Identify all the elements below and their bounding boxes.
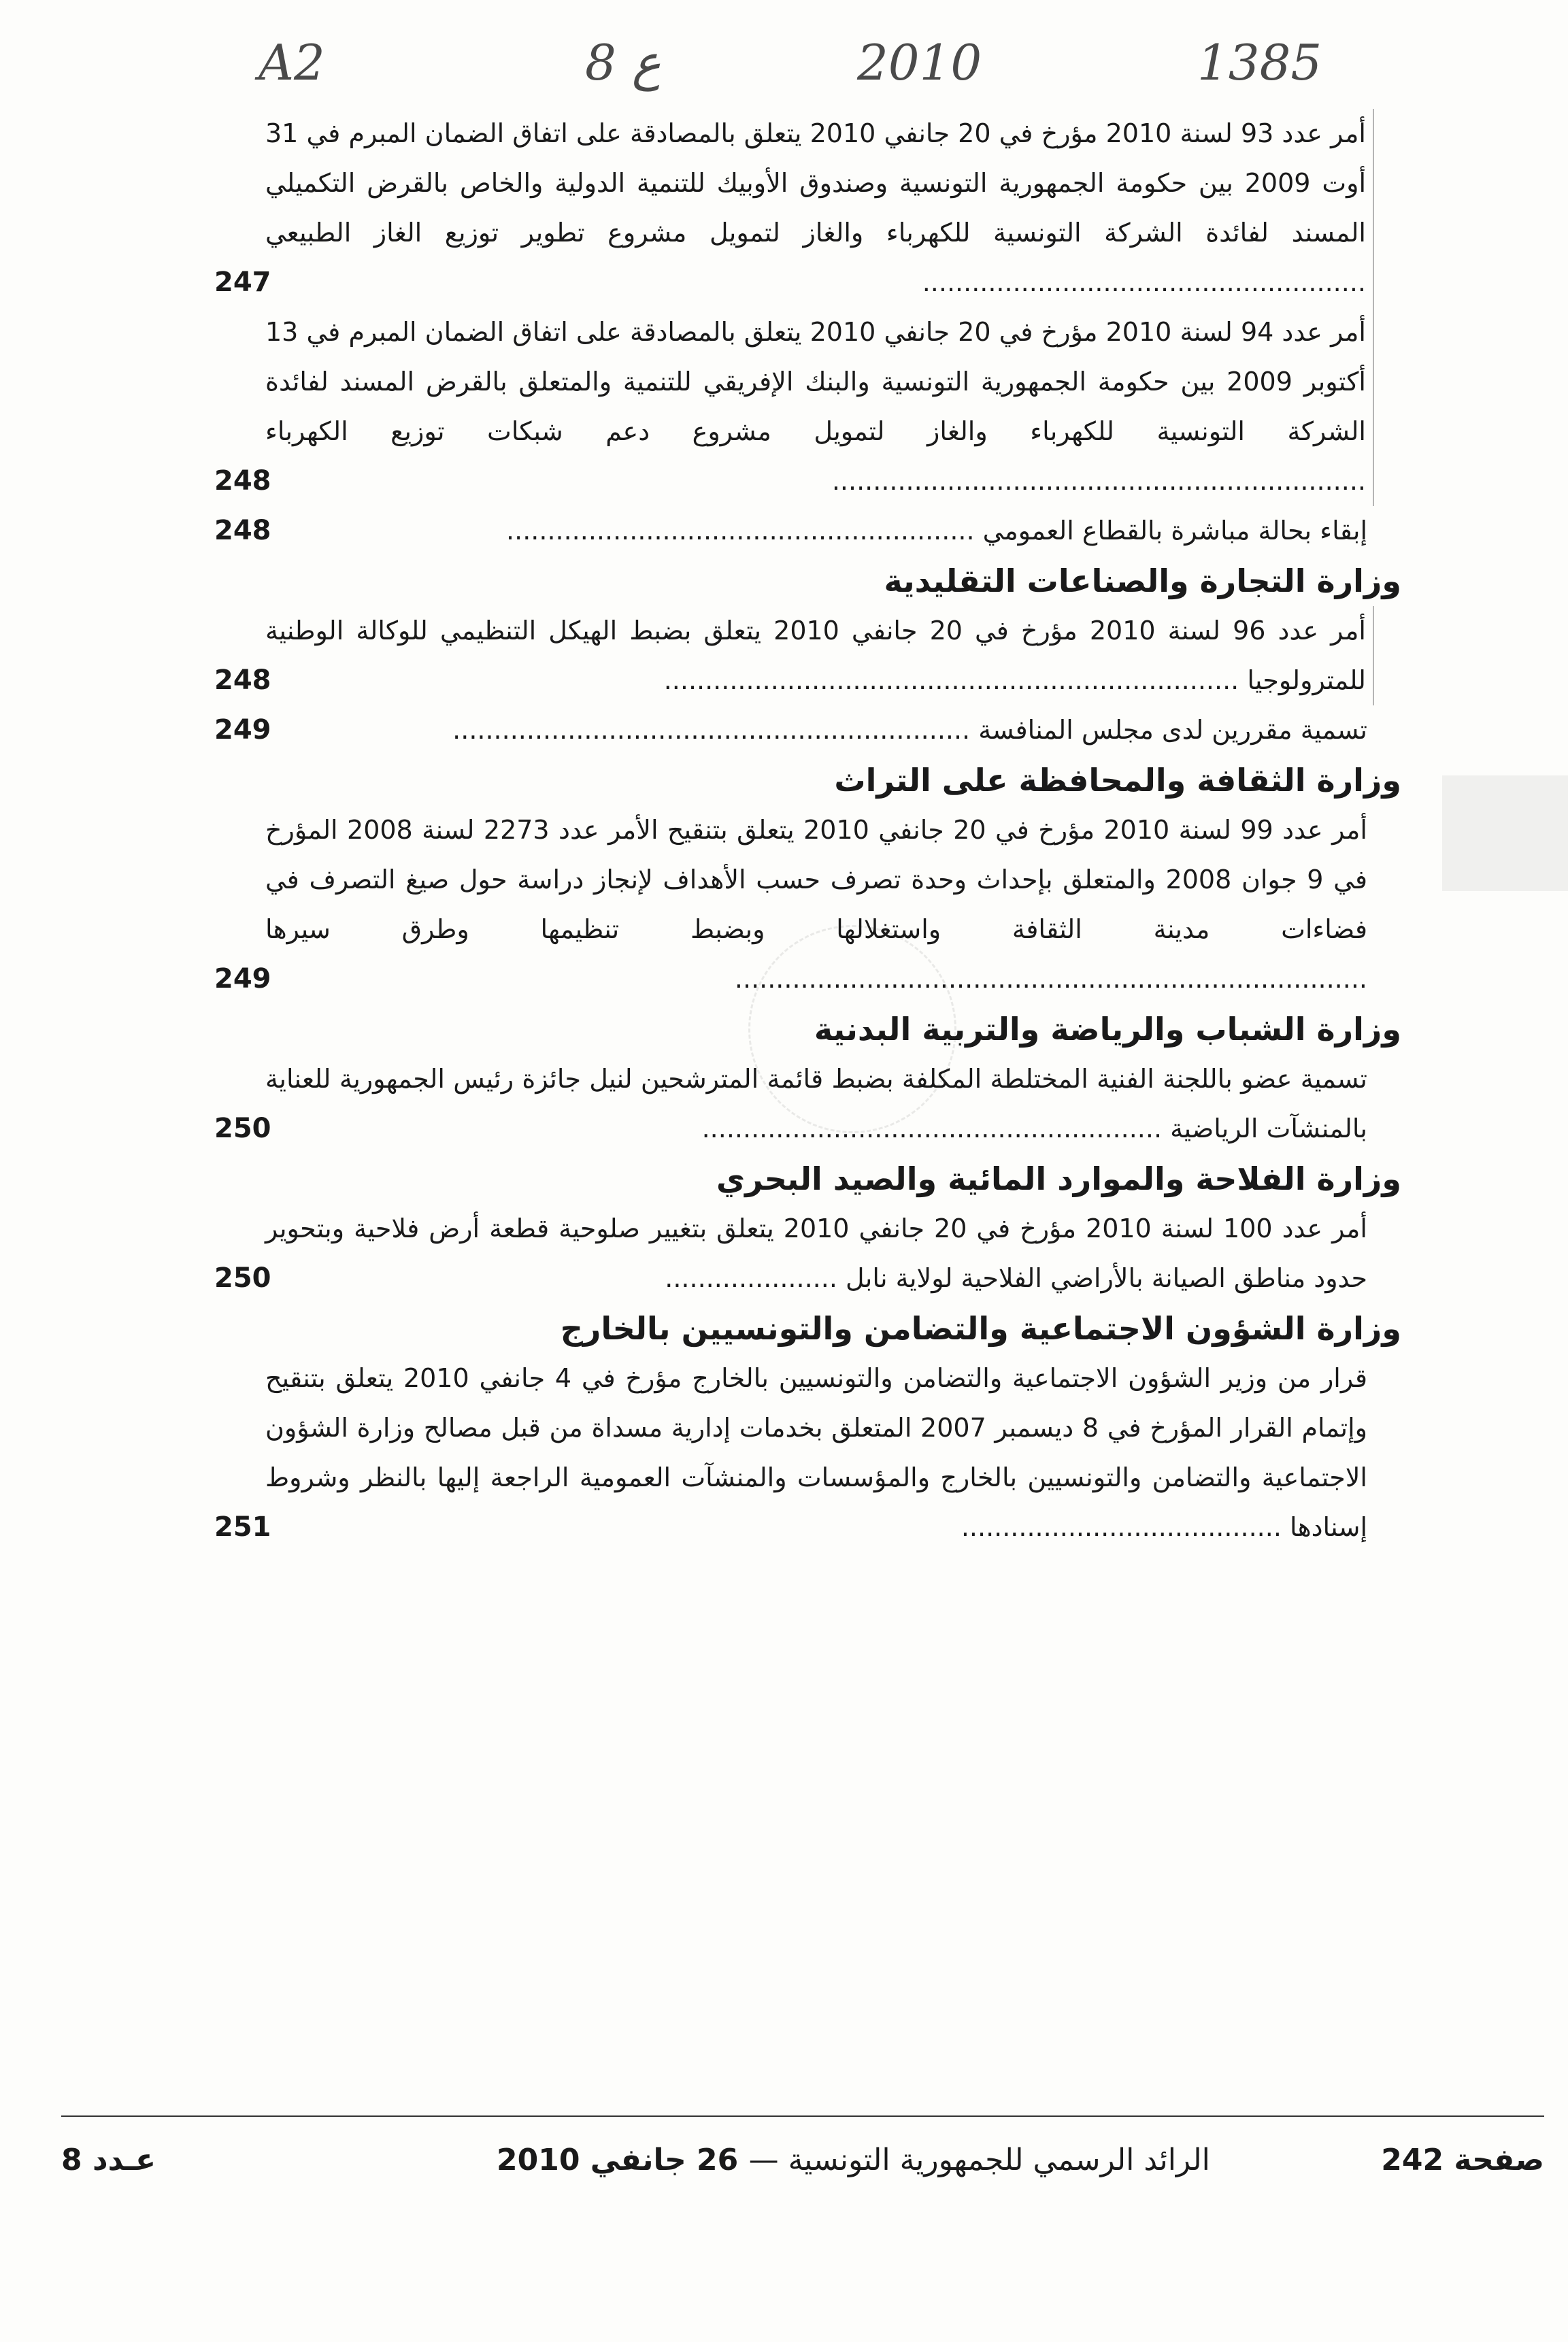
entry-page-number: 248 bbox=[214, 665, 271, 696]
entry-text: أمر عدد 93 لسنة 2010 مؤرخ في 20 جانفي 2010 يتعلق بالمصادقة على اتفاق الضمان المبرم في 31 أوت 2009 بين حكومة الجمهورية التونسية وصندوق الأوبيك للتنمية الدولية والخاص بالقرض التكميلي المسند لفائدة الشركة التونسية للكهرباء والغاز لتمويل مشروع تطوير توزيع الغاز الطبيعي bbox=[265, 118, 1367, 248]
footer-journal-date bbox=[497, 2143, 1210, 2177]
entry-page-number: 250 bbox=[214, 1113, 271, 1144]
footer-journal-name: الرائد الرسمي للجمهورية التونسية — bbox=[748, 2143, 1210, 2177]
ministry-heading: وزارة التجارة والصناعات التقليدية bbox=[884, 563, 1401, 599]
table-of-contents bbox=[214, 109, 1401, 1552]
toc-entry bbox=[214, 1204, 1374, 1303]
footer-divider bbox=[61, 2115, 1544, 2117]
page-footer bbox=[61, 2143, 1544, 2197]
entry-page-number: 251 bbox=[214, 1511, 271, 1543]
handwritten-note-year: 2010 bbox=[857, 34, 982, 91]
footer-page-label: صفحة 242 bbox=[1381, 2143, 1544, 2177]
entry-text: تسمية مقررين لدى مجلس المنافسة bbox=[978, 715, 1367, 745]
entry-text: إبقاء بحالة مباشرة بالقطاع العمومي bbox=[982, 516, 1367, 546]
entry-page-number: 248 bbox=[214, 465, 271, 497]
entry-page-number: 247 bbox=[214, 267, 271, 298]
toc-entry bbox=[214, 307, 1374, 506]
toc-section bbox=[214, 1303, 1401, 1552]
entry-leader-dots: ................................................................. bbox=[831, 466, 1366, 496]
handwritten-note-number: 1385 bbox=[1197, 34, 1322, 91]
ministry-heading: وزارة الشؤون الاجتماعية والتضامن والتونسيين بالخارج bbox=[560, 1310, 1401, 1347]
entry-leader-dots: ............................................................................. bbox=[734, 964, 1367, 994]
toc-section bbox=[214, 755, 1401, 1004]
entry-page-number: 249 bbox=[214, 714, 271, 746]
entry-page-number: 250 bbox=[214, 1262, 271, 1294]
entry-leader-dots: ......................................................... bbox=[506, 516, 975, 546]
entry-leader-dots: ...................................................................... bbox=[663, 665, 1239, 695]
handwritten-note-a2: A2 bbox=[258, 34, 325, 91]
entry-page-number: 248 bbox=[214, 515, 271, 546]
ministry-heading: وزارة الشباب والرياضة والتربية البدنية bbox=[814, 1011, 1401, 1048]
entry-text: تسمية عضو باللجنة الفنية المختلطة المكلفة بضبط قائمة المترشحين لنيل جائزة رئيس الجمهورية للعناية بالمنشآت الرياضية bbox=[265, 1064, 1367, 1143]
entry-leader-dots: ..................... bbox=[665, 1263, 837, 1293]
handwritten-annotations bbox=[258, 27, 1320, 102]
entry-text: أمر عدد 99 لسنة 2010 مؤرخ في 20 جانفي 2010 يتعلق بتنقيح الأمر عدد 2273 لسنة 2008 المؤرخ في 9 جوان 2008 والمتعلق بإحداث وحدة تصرف حسب الأهداف لإنجاز دراسة حول صيغ التصرف في فضاءات مدينة الثقافة واستغلالها وبضبط تنظيمها وطرق سيرها bbox=[265, 815, 1367, 944]
ministry-heading: وزارة الثقافة والمحافظة على التراث bbox=[834, 762, 1401, 799]
toc-entry bbox=[214, 506, 1374, 556]
entry-text: أمر عدد 100 لسنة 2010 مؤرخ في 20 جانفي 2010 يتعلق بتغيير صلوحية قطعة أرض فلاحية وبتحوير حدود مناطق الصيانة بالأراضي الفلاحية لولاية نابل bbox=[265, 1214, 1367, 1293]
entry-text: أمر عدد 96 لسنة 2010 مؤرخ في 20 جانفي 2010 يتعلق بضبط الهيكل التنظيمي للوكالة الوطنية للمترولوجيا bbox=[265, 616, 1366, 695]
footer-issue-number: عـدد 8 bbox=[61, 2143, 156, 2177]
toc-entry bbox=[214, 705, 1374, 755]
toc-entry bbox=[214, 1354, 1374, 1552]
toc-section bbox=[214, 556, 1401, 755]
entry-leader-dots: ............................................................... bbox=[452, 715, 971, 745]
entry-text: أمر عدد 94 لسنة 2010 مؤرخ في 20 جانفي 2010 يتعلق بالمصادقة على اتفاق الضمان المبرم في 13 أكتوبر 2009 بين حكومة الجمهورية التونسية والبنك الإفريقي للتنمية والمتعلق بالقرض المسند لفائدة الشركة التونسية للكهرباء والغاز لتمويل مشروع دعم شبكات توزيع الكهرباء bbox=[265, 317, 1366, 446]
entry-text: قرار من وزير الشؤون الاجتماعية والتضامن والتونسيين بالخارج مؤرخ في 4 جانفي 2010 يتعلق بتنقيح وإتمام القرار المؤرخ في 8 ديسمبر 2007 المتعلق بخدمات إدارية مسداة من قبل مصالح وزارة الشؤون الاجتماعية والتضامن والتونسيين بالخارج والمؤسسات والمنشآت العمومية الراجعة إليها بالنظر وشروط إسنادها bbox=[265, 1363, 1367, 1542]
toc-entry bbox=[214, 1054, 1374, 1154]
toc-section bbox=[214, 1004, 1401, 1154]
toc-entry bbox=[214, 109, 1374, 307]
toc-entry bbox=[214, 805, 1374, 1004]
entry-leader-dots: ...................................................... bbox=[922, 267, 1366, 297]
toc-section bbox=[214, 1154, 1401, 1303]
bleed-through-box bbox=[1442, 775, 1568, 891]
toc-section bbox=[214, 109, 1374, 556]
handwritten-note-issue: 8 ع bbox=[585, 34, 661, 91]
footer-date: 26 جانفي 2010 bbox=[497, 2143, 739, 2177]
toc-entry bbox=[214, 606, 1374, 705]
ministry-heading: وزارة الفلاحة والموارد المائية والصيد البحري bbox=[716, 1160, 1401, 1197]
entry-page-number: 249 bbox=[214, 963, 271, 994]
entry-leader-dots: ........................................................ bbox=[701, 1114, 1163, 1143]
entry-leader-dots: ....................................... bbox=[961, 1512, 1282, 1542]
